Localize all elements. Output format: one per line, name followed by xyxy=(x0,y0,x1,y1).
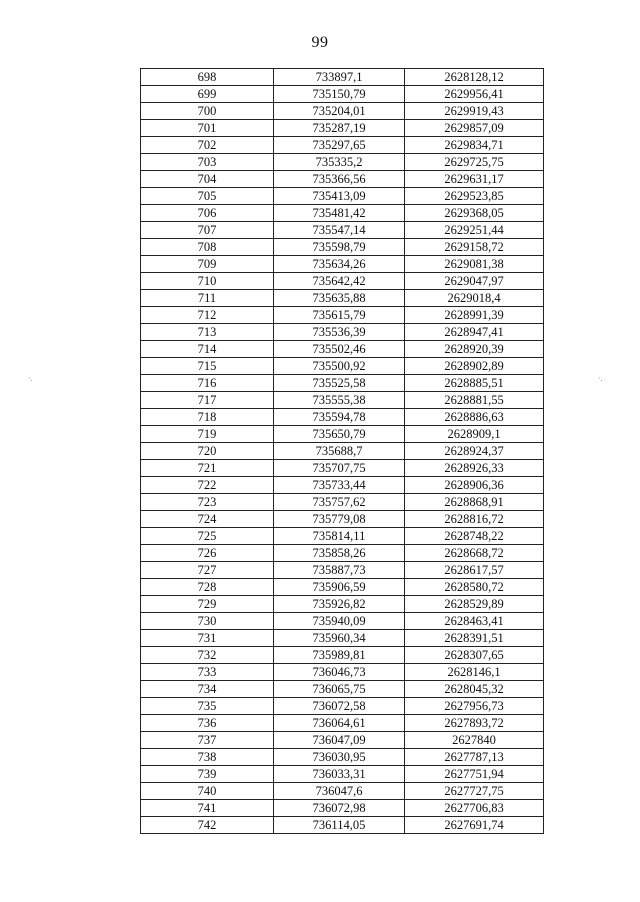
y-coordinate-cell: 2628391,51 xyxy=(405,630,544,647)
y-coordinate-cell: 2628748,22 xyxy=(405,528,544,545)
y-coordinate-cell: 2629158,72 xyxy=(405,239,544,256)
y-coordinate-cell: 2627956,73 xyxy=(405,698,544,715)
point-number-cell: 736 xyxy=(141,715,274,732)
x-coordinate-cell: 735634,26 xyxy=(274,256,405,273)
table-row xyxy=(141,817,544,834)
table-row xyxy=(141,324,544,341)
x-coordinate-cell: 735536,39 xyxy=(274,324,405,341)
point-number-cell: 738 xyxy=(141,749,274,766)
table-row xyxy=(141,222,544,239)
point-number-cell: 699 xyxy=(141,86,274,103)
point-number-cell: 729 xyxy=(141,596,274,613)
x-coordinate-cell: 735287,19 xyxy=(274,120,405,137)
x-coordinate-cell: 735598,79 xyxy=(274,239,405,256)
point-number-cell: 710 xyxy=(141,273,274,290)
table-row xyxy=(141,443,544,460)
y-coordinate-cell: 2628045,32 xyxy=(405,681,544,698)
y-coordinate-cell: 2628816,72 xyxy=(405,511,544,528)
point-number-cell: 714 xyxy=(141,341,274,358)
point-number-cell: 719 xyxy=(141,426,274,443)
point-number-cell: 706 xyxy=(141,205,274,222)
table-row xyxy=(141,205,544,222)
point-number-cell: 717 xyxy=(141,392,274,409)
point-number-cell: 727 xyxy=(141,562,274,579)
x-coordinate-cell: 735635,88 xyxy=(274,290,405,307)
x-coordinate-cell: 735989,81 xyxy=(274,647,405,664)
y-coordinate-cell: 2627727,75 xyxy=(405,783,544,800)
table-row xyxy=(141,239,544,256)
y-coordinate-cell: 2628580,72 xyxy=(405,579,544,596)
point-number-cell: 723 xyxy=(141,494,274,511)
x-coordinate-cell: 735525,58 xyxy=(274,375,405,392)
table-row xyxy=(141,409,544,426)
point-number-cell: 741 xyxy=(141,800,274,817)
scan-speck-right: ·. xyxy=(598,374,603,383)
point-number-cell: 715 xyxy=(141,358,274,375)
x-coordinate-cell: 735650,79 xyxy=(274,426,405,443)
point-number-cell: 705 xyxy=(141,188,274,205)
x-coordinate-cell: 735757,62 xyxy=(274,494,405,511)
y-coordinate-cell: 2629631,17 xyxy=(405,171,544,188)
x-coordinate-cell: 735547,14 xyxy=(274,222,405,239)
x-coordinate-cell: 736114,05 xyxy=(274,817,405,834)
scan-speck-left: ·. xyxy=(28,374,33,383)
point-number-cell: 712 xyxy=(141,307,274,324)
x-coordinate-cell: 736047,09 xyxy=(274,732,405,749)
table-row xyxy=(141,766,544,783)
point-number-cell: 709 xyxy=(141,256,274,273)
y-coordinate-cell: 2629834,71 xyxy=(405,137,544,154)
y-coordinate-cell: 2627840 xyxy=(405,732,544,749)
table-row xyxy=(141,86,544,103)
y-coordinate-cell: 2628307,65 xyxy=(405,647,544,664)
y-coordinate-cell: 2628463,41 xyxy=(405,613,544,630)
point-number-cell: 722 xyxy=(141,477,274,494)
table-row xyxy=(141,477,544,494)
x-coordinate-cell: 736065,75 xyxy=(274,681,405,698)
x-coordinate-cell: 735858,26 xyxy=(274,545,405,562)
y-coordinate-cell: 2627893,72 xyxy=(405,715,544,732)
table-row xyxy=(141,494,544,511)
table-row xyxy=(141,375,544,392)
y-coordinate-cell: 2629523,85 xyxy=(405,188,544,205)
point-number-cell: 731 xyxy=(141,630,274,647)
table-row xyxy=(141,800,544,817)
x-coordinate-cell: 735413,09 xyxy=(274,188,405,205)
y-coordinate-cell: 2628886,63 xyxy=(405,409,544,426)
point-number-cell: 708 xyxy=(141,239,274,256)
point-number-cell: 733 xyxy=(141,664,274,681)
x-coordinate-cell: 735481,42 xyxy=(274,205,405,222)
table-row xyxy=(141,511,544,528)
y-coordinate-cell: 2629368,05 xyxy=(405,205,544,222)
table-row xyxy=(141,613,544,630)
coordinates-table-body xyxy=(141,69,544,834)
point-number-cell: 734 xyxy=(141,681,274,698)
table-row xyxy=(141,256,544,273)
table-row xyxy=(141,137,544,154)
x-coordinate-cell: 735887,73 xyxy=(274,562,405,579)
y-coordinate-cell: 2629919,43 xyxy=(405,103,544,120)
table-row xyxy=(141,562,544,579)
point-number-cell: 713 xyxy=(141,324,274,341)
y-coordinate-cell: 2628920,39 xyxy=(405,341,544,358)
point-number-cell: 742 xyxy=(141,817,274,834)
x-coordinate-cell: 735615,79 xyxy=(274,307,405,324)
table-row xyxy=(141,715,544,732)
x-coordinate-cell: 735926,82 xyxy=(274,596,405,613)
y-coordinate-cell: 2628668,72 xyxy=(405,545,544,562)
point-number-cell: 739 xyxy=(141,766,274,783)
y-coordinate-cell: 2628909,1 xyxy=(405,426,544,443)
table-row xyxy=(141,783,544,800)
y-coordinate-cell: 2629857,09 xyxy=(405,120,544,137)
point-number-cell: 711 xyxy=(141,290,274,307)
x-coordinate-cell: 735500,92 xyxy=(274,358,405,375)
table-row xyxy=(141,273,544,290)
y-coordinate-cell: 2628926,33 xyxy=(405,460,544,477)
table-row xyxy=(141,171,544,188)
point-number-cell: 737 xyxy=(141,732,274,749)
point-number-cell: 720 xyxy=(141,443,274,460)
table-row xyxy=(141,341,544,358)
y-coordinate-cell: 2628991,39 xyxy=(405,307,544,324)
table-row xyxy=(141,120,544,137)
x-coordinate-cell: 735335,2 xyxy=(274,154,405,171)
x-coordinate-cell: 735688,7 xyxy=(274,443,405,460)
y-coordinate-cell: 2627787,13 xyxy=(405,749,544,766)
point-number-cell: 740 xyxy=(141,783,274,800)
coordinates-table xyxy=(140,68,544,834)
x-coordinate-cell: 736064,61 xyxy=(274,715,405,732)
table-row xyxy=(141,664,544,681)
x-coordinate-cell: 735906,59 xyxy=(274,579,405,596)
table-row xyxy=(141,681,544,698)
point-number-cell: 730 xyxy=(141,613,274,630)
y-coordinate-cell: 2628924,37 xyxy=(405,443,544,460)
y-coordinate-cell: 2628906,36 xyxy=(405,477,544,494)
x-coordinate-cell: 736072,98 xyxy=(274,800,405,817)
x-coordinate-cell: 733897,1 xyxy=(274,69,405,86)
page-number: 99 xyxy=(311,34,329,51)
y-coordinate-cell: 2629018,4 xyxy=(405,290,544,307)
x-coordinate-cell: 735707,75 xyxy=(274,460,405,477)
table-row xyxy=(141,426,544,443)
y-coordinate-cell: 2627691,74 xyxy=(405,817,544,834)
point-number-cell: 726 xyxy=(141,545,274,562)
x-coordinate-cell: 735940,09 xyxy=(274,613,405,630)
y-coordinate-cell: 2628868,91 xyxy=(405,494,544,511)
y-coordinate-cell: 2628881,55 xyxy=(405,392,544,409)
y-coordinate-cell: 2627706,83 xyxy=(405,800,544,817)
table-row xyxy=(141,528,544,545)
point-number-cell: 700 xyxy=(141,103,274,120)
table-row xyxy=(141,630,544,647)
y-coordinate-cell: 2629725,75 xyxy=(405,154,544,171)
point-number-cell: 724 xyxy=(141,511,274,528)
y-coordinate-cell: 2628902,89 xyxy=(405,358,544,375)
table-row xyxy=(141,545,544,562)
y-coordinate-cell: 2628885,51 xyxy=(405,375,544,392)
x-coordinate-cell: 735502,46 xyxy=(274,341,405,358)
table-row xyxy=(141,69,544,86)
point-number-cell: 721 xyxy=(141,460,274,477)
table-row xyxy=(141,154,544,171)
table-row xyxy=(141,596,544,613)
x-coordinate-cell: 735555,38 xyxy=(274,392,405,409)
x-coordinate-cell: 735366,56 xyxy=(274,171,405,188)
y-coordinate-cell: 2628128,12 xyxy=(405,69,544,86)
y-coordinate-cell: 2628529,89 xyxy=(405,596,544,613)
y-coordinate-cell: 2627751,94 xyxy=(405,766,544,783)
y-coordinate-cell: 2628146,1 xyxy=(405,664,544,681)
x-coordinate-cell: 735297,65 xyxy=(274,137,405,154)
x-coordinate-cell: 736030,95 xyxy=(274,749,405,766)
point-number-cell: 728 xyxy=(141,579,274,596)
x-coordinate-cell: 735594,78 xyxy=(274,409,405,426)
y-coordinate-cell: 2628617,57 xyxy=(405,562,544,579)
point-number-cell: 698 xyxy=(141,69,274,86)
x-coordinate-cell: 735733,44 xyxy=(274,477,405,494)
point-number-cell: 732 xyxy=(141,647,274,664)
point-number-cell: 707 xyxy=(141,222,274,239)
point-number-cell: 702 xyxy=(141,137,274,154)
x-coordinate-cell: 735642,42 xyxy=(274,273,405,290)
table-row xyxy=(141,358,544,375)
table-row xyxy=(141,307,544,324)
point-number-cell: 703 xyxy=(141,154,274,171)
table-row xyxy=(141,732,544,749)
table-row xyxy=(141,188,544,205)
point-number-cell: 704 xyxy=(141,171,274,188)
x-coordinate-cell: 736047,6 xyxy=(274,783,405,800)
table-row xyxy=(141,103,544,120)
y-coordinate-cell: 2629081,38 xyxy=(405,256,544,273)
y-coordinate-cell: 2629956,41 xyxy=(405,86,544,103)
x-coordinate-cell: 735204,01 xyxy=(274,103,405,120)
table-row xyxy=(141,698,544,715)
point-number-cell: 701 xyxy=(141,120,274,137)
x-coordinate-cell: 736033,31 xyxy=(274,766,405,783)
point-number-cell: 716 xyxy=(141,375,274,392)
y-coordinate-cell: 2628947,41 xyxy=(405,324,544,341)
point-number-cell: 735 xyxy=(141,698,274,715)
x-coordinate-cell: 736072,58 xyxy=(274,698,405,715)
table-row xyxy=(141,579,544,596)
table-row xyxy=(141,647,544,664)
table-row xyxy=(141,392,544,409)
point-number-cell: 725 xyxy=(141,528,274,545)
table-row xyxy=(141,460,544,477)
x-coordinate-cell: 735814,11 xyxy=(274,528,405,545)
y-coordinate-cell: 2629047,97 xyxy=(405,273,544,290)
x-coordinate-cell: 735779,08 xyxy=(274,511,405,528)
table-row xyxy=(141,749,544,766)
table-row xyxy=(141,290,544,307)
x-coordinate-cell: 735960,34 xyxy=(274,630,405,647)
x-coordinate-cell: 735150,79 xyxy=(274,86,405,103)
y-coordinate-cell: 2629251,44 xyxy=(405,222,544,239)
point-number-cell: 718 xyxy=(141,409,274,426)
x-coordinate-cell: 736046,73 xyxy=(274,664,405,681)
